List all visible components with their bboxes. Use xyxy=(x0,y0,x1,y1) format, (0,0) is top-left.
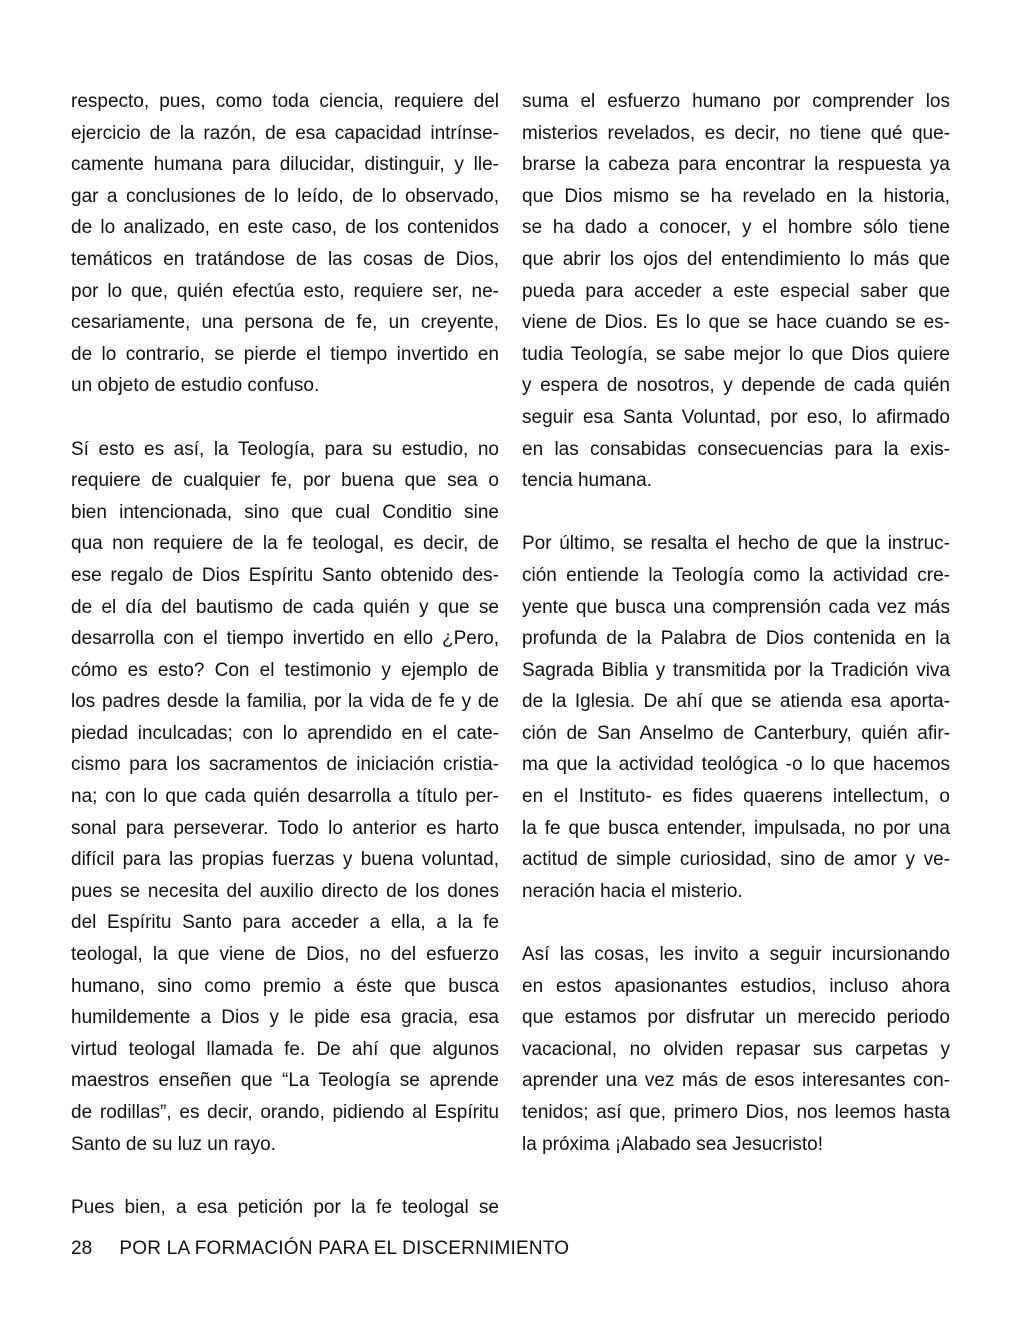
text-line: y espera de nosotros, y depende de cada quién xyxy=(522,375,950,397)
text-line: virtud teologal llamada fe. De ahí que algunos xyxy=(71,1038,499,1060)
text-line: un objeto de estudio confuso. xyxy=(71,375,320,397)
text-line: temáticos en tratándose de las cosas de Dios, xyxy=(71,248,499,270)
text-line: tenidos; así que, primero Dios, nos leemos hasta xyxy=(522,1102,950,1123)
text-line: Pues bien, a esa petición por la fe teologal se xyxy=(71,1196,499,1218)
text-line: Sí esto es así, la Teología, para su estudio, no xyxy=(71,438,499,460)
paragraph xyxy=(522,86,950,497)
text-line: ción de San Anselmo de Canterbury, quién afir- xyxy=(522,722,950,744)
text-line: profunda de la Palabra de Dios contenida en la xyxy=(522,628,950,650)
text-line: na; con lo que cada quién desarrolla a título per- xyxy=(71,786,499,808)
text-line: bien intencionada, sino que cual Conditio sine xyxy=(71,501,499,523)
text-line: camente humana para dilucidar, distinguir, y lle- xyxy=(71,154,499,176)
text-line: ma que la actividad teológica -o lo que hacemos xyxy=(522,754,950,776)
text-line: ejercicio de la razón, de esa capacidad intrínse- xyxy=(71,122,499,144)
text-line: maestros enseñen que “La Teología se aprende xyxy=(71,1070,499,1092)
text-line: pues se necesita del auxilio directo de los dones xyxy=(71,880,499,902)
text-line: de el día del bautismo de cada quién y que se xyxy=(71,596,499,618)
paragraph xyxy=(71,434,499,1161)
text-line: sonal para perseverar. Todo lo anterior es harto xyxy=(71,817,499,839)
text-line: en el Instituto- es fides quaerens intellectum, o xyxy=(522,786,950,808)
text-line: en estos apasionantes estudios, incluso ahora xyxy=(522,975,950,997)
text-line: del Espíritu Santo para acceder a ella, a la fe xyxy=(71,912,499,934)
paragraph xyxy=(522,939,950,1160)
text-line: de rodillas”, es decir, orando, pidiendo al Espíritu xyxy=(71,1102,499,1123)
text-line: teologal, la que viene de Dios, no del esfuerzo xyxy=(71,944,499,966)
text-line: ción entiende la Teología como la actividad cre- xyxy=(522,564,950,586)
text-line: que estamos por disfrutar un merecido periodo xyxy=(522,1007,950,1029)
text-line: tencia humana. xyxy=(522,470,652,492)
left-column xyxy=(71,86,499,1223)
text-line: los padres desde la familia, por la vida de fe y de xyxy=(71,691,499,713)
text-line: humildemente a Dios y le pide esa gracia, esa xyxy=(71,1007,499,1029)
page-footer xyxy=(71,1236,569,1262)
text-line: Por último, se resalta el hecho de que la instruc- xyxy=(522,533,950,555)
text-line: cismo para los sacramentos de iniciación cristia- xyxy=(71,754,499,776)
paragraph-gap xyxy=(71,1160,499,1192)
paragraph xyxy=(522,528,950,907)
text-line: por lo que, quién efectúa esto, requiere ser, ne- xyxy=(71,280,499,302)
text-line: de lo analizado, en este caso, de los contenidos xyxy=(71,217,499,239)
text-line: seguir esa Santa Voluntad, por eso, lo afirmado xyxy=(522,406,950,428)
text-line: que abrir los ojos del entendimiento lo más que xyxy=(522,248,950,270)
text-line: brarse la cabeza para encontrar la respuesta ya xyxy=(522,154,950,176)
text-line: neración hacia el misterio. xyxy=(522,880,743,902)
text-line: yente que busca una comprensión cada vez más xyxy=(522,596,950,618)
text-line: ese regalo de Dios Espíritu Santo obtenido des- xyxy=(71,564,499,586)
paragraph-gap xyxy=(522,907,950,939)
text-line: la próxima ¡Alabado sea Jesucristo! xyxy=(522,1133,823,1155)
text-line: Sagrada Biblia y transmitida por la Tradición viva xyxy=(522,659,950,681)
text-line: vacacional, no olviden repasar sus carpetas y xyxy=(522,1038,950,1060)
paragraph-gap xyxy=(522,497,950,529)
text-line: aprender una vez más de esos interesantes con- xyxy=(522,1070,950,1092)
text-line: tudia Teología, se sabe mejor lo que Dios quiere xyxy=(522,343,950,365)
right-column xyxy=(522,86,950,1160)
text-line: pueda para acceder a este especial saber que xyxy=(522,280,950,302)
text-line: suma el esfuerzo humano por comprender los xyxy=(522,91,950,112)
text-line: de la Iglesia. De ahí que se atienda esa aporta- xyxy=(522,691,950,713)
text-line: desarrolla con el tiempo invertido en ello ¿Pero, xyxy=(71,628,499,650)
text-line: actitud de simple curiosidad, sino de amor y ve- xyxy=(522,849,950,871)
text-line: Así las cosas, les invito a seguir incursionando xyxy=(522,944,950,966)
text-line: requiere de cualquier fe, por buena que sea o xyxy=(71,470,499,492)
text-line: piedad inculcadas; con lo aprendido en el cate- xyxy=(71,722,499,744)
text-line: difícil para las propias fuerzas y buena voluntad, xyxy=(71,849,499,871)
text-line: gar a conclusiones de lo leído, de lo observado, xyxy=(71,185,499,207)
text-line: se ha dado a conocer, y el hombre sólo tiene xyxy=(522,217,950,239)
text-line: Santo de su luz un rayo. xyxy=(71,1133,276,1155)
paragraph xyxy=(71,1192,499,1224)
text-line: humano, sino como premio a éste que busca xyxy=(71,975,499,997)
paragraph-gap xyxy=(71,402,499,434)
page-number: 28 xyxy=(71,1238,93,1259)
text-line: qua non requiere de la fe teologal, es decir, de xyxy=(71,533,499,555)
text-line: la fe que busca entender, impulsada, no por una xyxy=(522,817,950,839)
text-line: viene de Dios. Es lo que se hace cuando se es- xyxy=(522,312,950,334)
paragraph xyxy=(71,86,499,402)
text-line: cómo es esto? Con el testimonio y ejemplo de xyxy=(71,659,499,681)
text-line: misterios revelados, es decir, no tiene qué que- xyxy=(522,122,950,144)
text-line: en las consabidas consecuencias para la exis- xyxy=(522,438,950,460)
text-line: respecto, pues, como toda ciencia, requiere del xyxy=(71,91,499,112)
text-line: cesariamente, una persona de fe, un creyente, xyxy=(71,312,499,334)
text-line: de lo contrario, se pierde el tiempo invertido en xyxy=(71,343,499,365)
text-line: que Dios mismo se ha revelado en la historia, xyxy=(522,185,950,207)
running-title: POR LA FORMACIÓN PARA EL DISCERNIMIENTO xyxy=(119,1238,570,1259)
